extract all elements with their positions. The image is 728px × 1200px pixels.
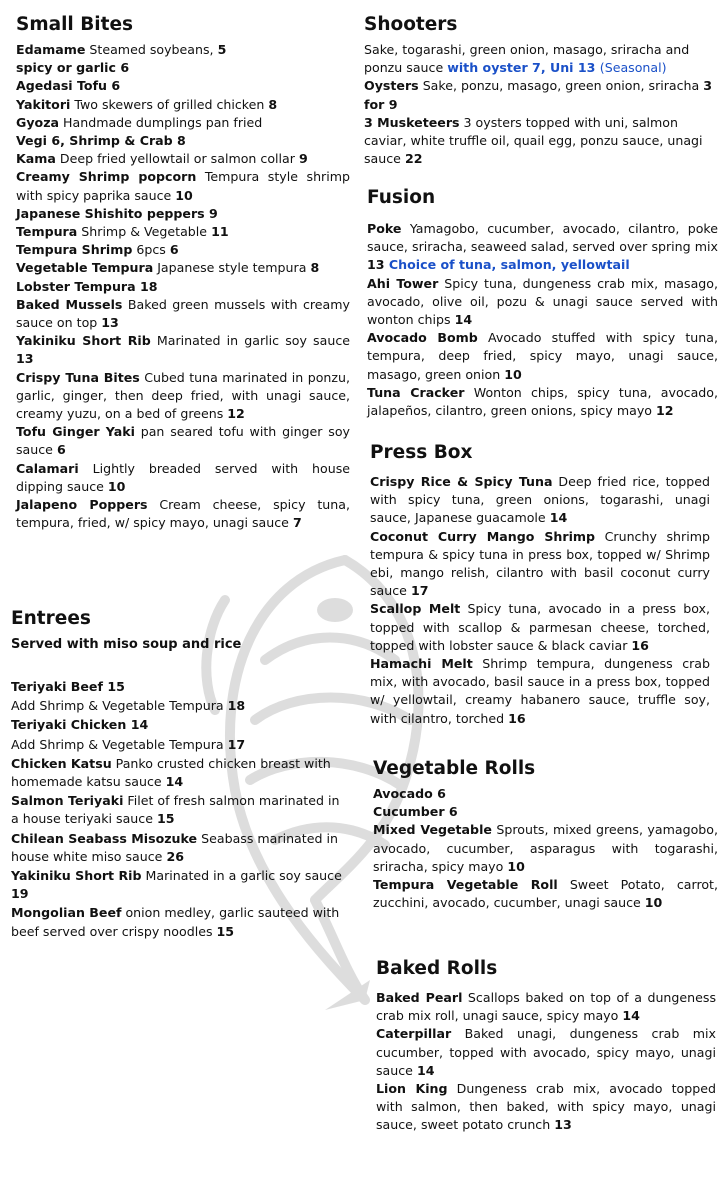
menu-item-name: Chicken Katsu xyxy=(11,755,112,771)
poke-price: 13 xyxy=(367,257,389,273)
menu-item-desc: Marinated in garlic soy sauce xyxy=(150,333,350,349)
menu-item-desc: Deep fried yellowtail or salmon collar xyxy=(55,151,299,167)
musketeers-price: 22 xyxy=(404,151,423,167)
menu-item-name: Tempura xyxy=(16,224,78,240)
menu-item-desc: Baked unagi, dungeness crab mix cucumber, topped with avocado, spicy mayo, unagi sauce xyxy=(376,1026,716,1078)
press-box-list xyxy=(370,473,710,728)
menu-item-desc: Shrimp & Vegetable xyxy=(77,224,212,240)
menu-item-desc: Tempura style shrimp with spicy paprika sauce xyxy=(16,169,350,203)
oysters-desc: Sake, ponzu, masago, green onion, sriracha xyxy=(418,78,704,94)
menu-item-desc: Scallops baked on top of a dungeness crab mix roll, unagi sauce, spicy mayo xyxy=(376,990,717,1024)
musketeers-name: 3 Musketeers xyxy=(364,114,460,130)
menu-item-name: Jalapeno Poppers xyxy=(16,497,148,513)
menu-item-desc: 6pcs xyxy=(132,242,170,258)
oysters-item xyxy=(364,77,716,113)
menu-item-price: 10 xyxy=(107,478,126,494)
menu-item-desc: Deep fried rice, topped with spicy tuna, green onions, togarashi, unagi sauce, Japanese guacamole xyxy=(370,474,710,526)
menu-item-name: Cucumber 6 xyxy=(373,804,458,820)
menu-item-desc: Sweet Potato, carrot, zucchini, avocado, cucumber, unagi sauce xyxy=(373,877,718,911)
baked-rolls-title: Baked Rolls xyxy=(376,958,498,979)
shooters-section xyxy=(364,14,716,168)
menu-item-name: Vegetable Tempura xyxy=(16,260,154,276)
menu-item-name: Baked Pearl xyxy=(376,990,463,1005)
menu-item-desc: Shrimp tempura, dungeness crab mix, with avocado, basil sauce in a press box, topped w/ yellowtail, creamy habanero sauce, truffle soy, with cilantro, torched xyxy=(370,656,711,726)
menu-item-desc: onion medley, garlic sauteed with beef served over crispy noodles xyxy=(11,905,340,939)
menu-item xyxy=(16,496,350,532)
menu-item-desc: Crunchy shrimp tempura & spicy tuna in press box, topped w/ Shrimp ebi, mango relish, cilantro with basil coconut curry sauce xyxy=(370,528,710,599)
menu-item-price: 14 xyxy=(549,510,568,526)
entrees-list xyxy=(11,678,350,941)
menu-item-desc: Spicy tuna, dungeness crab mix, masago, avocado, olive oil, pozu & unagi sauce served with wonton chips xyxy=(367,275,718,328)
menu-item xyxy=(373,876,718,912)
menu-item xyxy=(11,867,350,903)
menu-item-price: 14 xyxy=(416,1062,435,1078)
menu-item xyxy=(11,792,350,828)
menu-item-name: Edamame xyxy=(16,42,86,57)
menu-item xyxy=(11,697,350,715)
poke-item xyxy=(367,220,718,275)
menu-item-price: 8 xyxy=(268,96,278,112)
menu-item-price: 11 xyxy=(211,224,229,240)
menu-item-price: 16 xyxy=(508,710,526,726)
menu-item-name: Mixed Vegetable xyxy=(373,822,492,838)
menu-item xyxy=(11,904,350,940)
menu-item xyxy=(373,785,718,803)
menu-item-name: spicy or garlic 6 xyxy=(16,60,130,76)
menu-item xyxy=(367,329,718,384)
fusion-list xyxy=(367,275,718,421)
entrees-title: Entrees xyxy=(11,608,91,629)
menu-item-name: Vegi 6, Shrimp & Crab 8 xyxy=(16,133,186,149)
menu-item xyxy=(370,655,710,728)
menu-item-price: 10 xyxy=(175,187,193,203)
entrees-section xyxy=(11,608,350,942)
menu-item-price: 18 xyxy=(227,698,246,714)
menu-item-name: Lion King xyxy=(376,1081,448,1097)
menu-item xyxy=(370,473,710,528)
poke-name: Poke xyxy=(367,221,402,236)
vegetable-rolls-title: Vegetable Rolls xyxy=(373,758,536,779)
shooters-oyster-uni: with oyster 7, Uni 13 xyxy=(447,60,600,76)
menu-item-name: Ahi Tower xyxy=(367,275,439,291)
menu-item-desc: Cream cheese, spicy tuna, tempura, fried, w/ spicy mayo, unagi sauce xyxy=(16,497,350,531)
menu-item-price: 14 xyxy=(454,312,473,328)
menu-item xyxy=(376,989,716,1025)
menu-item xyxy=(376,1025,716,1080)
menu-item-price: 15 xyxy=(156,811,175,827)
menu-item-desc: Dungeness crab mix, avocado topped with salmon, then baked, with spicy mayo, unagi sauce, sweet potato crunch xyxy=(376,1081,716,1133)
menu-item-desc: Marinated in a garlic soy sauce xyxy=(141,868,342,884)
menu-item-name: Yakitori xyxy=(16,96,71,112)
menu-item-desc: Avocado stuffed with spicy tuna, tempura, deep fried, spicy mayo, unagi sauce, masago, green onion xyxy=(367,330,718,382)
menu-item-desc: Add Shrimp & Vegetable Tempura xyxy=(11,698,228,714)
menu-item xyxy=(16,332,350,368)
menu-item-name: Scallop Melt xyxy=(370,601,461,617)
menu-item xyxy=(367,384,718,420)
vegetable-rolls-section xyxy=(373,758,718,912)
menu-item-price: 17 xyxy=(227,736,246,752)
menu-item-price: 14 xyxy=(165,774,184,790)
shooters-item xyxy=(364,41,716,77)
menu-item-name: Japanese Shishito peppers 9 xyxy=(16,205,218,221)
shooters-title: Shooters xyxy=(364,14,458,35)
menu-item xyxy=(367,275,718,330)
menu-item xyxy=(16,259,350,277)
menu-item xyxy=(16,278,350,296)
left-column xyxy=(16,14,350,532)
menu-item-desc: pan seared tofu with ginger soy sauce xyxy=(16,424,350,458)
menu-item-price: 12 xyxy=(227,406,245,422)
menu-item xyxy=(16,205,350,223)
menu-item-name: Tuna Cracker xyxy=(367,384,465,400)
menu-item-name: Lobster Tempura 18 xyxy=(16,278,158,294)
menu-item-name: Caterpillar xyxy=(376,1026,452,1042)
menu-item-name: Hamachi Melt xyxy=(370,656,473,672)
menu-item-name: Crispy Tuna Bites xyxy=(16,369,140,385)
musketeers-item xyxy=(364,114,716,169)
menu-item-price: 10 xyxy=(507,858,525,874)
oysters-name: Oysters xyxy=(364,78,419,94)
menu-item xyxy=(16,96,350,114)
menu-item-name: Crispy Rice & Spicy Tuna xyxy=(370,474,553,489)
menu-item-price: 13 xyxy=(101,315,119,331)
menu-item-desc: Seabass marinated in house white miso sauce xyxy=(11,830,338,864)
oysters-price: 3 for 9 xyxy=(364,78,713,112)
menu-item-desc: Panko crusted chicken breast with homemade katsu sauce xyxy=(11,755,331,790)
menu-item-name: Calamari xyxy=(16,460,79,476)
menu-item-desc: Two skewers of grilled chicken xyxy=(70,96,269,112)
menu-item-name: Yakiniku Short Rib xyxy=(11,868,142,884)
menu-item-name: Tempura Shrimp xyxy=(16,242,133,258)
menu-item-desc: Cubed tuna marinated in ponzu, garlic, ginger, then deep fried, with unagi sauce, creamy yuzu, on a bed of greens xyxy=(16,369,350,422)
menu-item-price: 16 xyxy=(631,637,649,653)
menu-item-desc: Japanese style tempura xyxy=(153,260,311,276)
menu-item xyxy=(16,41,350,59)
small-bites-list xyxy=(16,41,350,532)
baked-rolls-list xyxy=(376,989,716,1135)
menu-item-price: 19 xyxy=(11,886,29,902)
menu-item-name: Agedasi Tofu 6 xyxy=(16,78,121,94)
menu-item-price: 14 xyxy=(126,717,149,733)
press-box-title: Press Box xyxy=(370,442,473,463)
menu-item xyxy=(16,223,350,241)
menu-item-price: 26 xyxy=(166,848,184,864)
menu-item-name: Teriyaki Chicken xyxy=(11,717,127,733)
menu-item xyxy=(16,241,350,259)
baked-rolls-section xyxy=(376,958,716,1135)
menu-item-desc: Wonton chips, spicy tuna, avocado, jalapeños, cilantro, green onions, spicy mayo xyxy=(367,384,718,419)
menu-item-price: 13 xyxy=(554,1117,572,1133)
menu-item-price: 14 xyxy=(622,1008,640,1024)
small-bites-title: Small Bites xyxy=(16,14,134,35)
menu-item xyxy=(16,460,350,496)
menu-item xyxy=(11,716,350,734)
menu-item-desc: Lightly breaded served with house dipping sauce xyxy=(16,460,350,494)
menu-item-desc: Baked green mussels with creamy sauce on top xyxy=(16,296,350,331)
menu-item xyxy=(11,830,350,866)
menu-item-name: Creamy Shrimp popcorn xyxy=(16,169,197,185)
menu-item-price: 15 xyxy=(102,679,125,694)
shooters-seasonal: (Seasonal) xyxy=(599,60,667,76)
musketeers-desc: 3 oysters topped with uni, salmon caviar, white truffle oil, quail egg, ponzu sauce, unagi sauce xyxy=(364,114,703,167)
menu-item-name: Tempura Vegetable Roll xyxy=(373,877,558,893)
menu-item-desc: Filet of fresh salmon marinated in a house teriyaki sauce xyxy=(11,793,340,827)
menu-item xyxy=(373,821,718,876)
menu-item xyxy=(16,77,350,95)
menu-item xyxy=(16,132,350,150)
menu-item-price: 8 xyxy=(310,260,320,276)
poke-choice: Choice of tuna, salmon, yellowtail xyxy=(388,257,630,273)
menu-item xyxy=(373,803,718,821)
menu-item-name: Teriyaki Beef xyxy=(11,679,103,694)
shooters-desc: Sake, togarashi, green onion, masago, sriracha and ponzu sauce xyxy=(364,42,690,76)
menu-item-price: 9 xyxy=(298,151,308,167)
menu-item xyxy=(16,168,350,204)
menu-item-name: Salmon Teriyaki xyxy=(11,793,124,809)
menu-item-name: Baked Mussels xyxy=(16,296,123,312)
menu-item xyxy=(16,296,350,332)
menu-item-price: 10 xyxy=(644,895,663,911)
menu-item-name: Avocado Bomb xyxy=(367,330,478,346)
menu-item xyxy=(370,600,710,655)
fusion-section xyxy=(367,187,718,420)
press-box-section xyxy=(370,442,710,728)
menu-item-name: Kama xyxy=(16,151,56,167)
poke-desc: Yamagobo, cucumber, avocado, cilantro, poke sauce, sriracha, seaweed salad, served over spring mix xyxy=(367,221,718,255)
menu-item xyxy=(376,1080,716,1135)
menu-item xyxy=(16,150,350,168)
vegetable-rolls-list xyxy=(373,785,718,912)
entrees-subtitle: Served with miso soup and rice xyxy=(11,637,242,652)
menu-item-price: 12 xyxy=(656,403,674,419)
menu-item xyxy=(16,59,350,77)
menu-item-price: 6 xyxy=(169,242,179,258)
menu-item-name: Mongolian Beef xyxy=(11,905,122,921)
menu-item-price: 13 xyxy=(16,351,34,367)
menu-item-desc: Handmade dumplings pan fried xyxy=(59,114,263,130)
menu-item-name: Yakiniku Short Rib xyxy=(16,333,151,349)
menu-item xyxy=(16,423,350,459)
menu-item-desc: Spicy tuna, avocado in a press box, topped with scallop & parmesan cheese, torched, topped with lobster sauce & black caviar xyxy=(370,601,710,653)
menu-item-name: Avocado 6 xyxy=(373,786,446,801)
menu-item-price: 17 xyxy=(410,583,429,599)
menu-item-name: Gyoza xyxy=(16,114,60,130)
fusion-title: Fusion xyxy=(367,187,436,208)
menu-item-price: 10 xyxy=(504,366,522,382)
menu-item-price: 15 xyxy=(216,923,235,939)
menu-item-name: Coconut Curry Mango Shrimp xyxy=(370,528,596,544)
menu-item xyxy=(11,678,350,696)
menu-item xyxy=(370,528,710,601)
menu-item-price: 5 xyxy=(217,42,227,57)
menu-item xyxy=(16,369,350,424)
menu-item-name: Chilean Seabass Misozuke xyxy=(11,830,198,846)
menu-item-desc: Add Shrimp & Vegetable Tempura xyxy=(11,736,228,752)
menu-item-price: 6 xyxy=(56,442,66,458)
menu-item-desc: Sprouts, mixed greens, yamagobo, avocado, cucumber, asparagus with togarashi, sriracha, spicy mayo xyxy=(373,822,718,874)
menu-item xyxy=(11,736,350,754)
menu-item-name: Tofu Ginger Yaki xyxy=(16,424,135,440)
menu-item-price: 7 xyxy=(292,515,302,531)
menu-item-desc: Steamed soybeans, xyxy=(85,42,218,57)
menu-item xyxy=(11,755,350,791)
menu-item xyxy=(16,114,350,132)
